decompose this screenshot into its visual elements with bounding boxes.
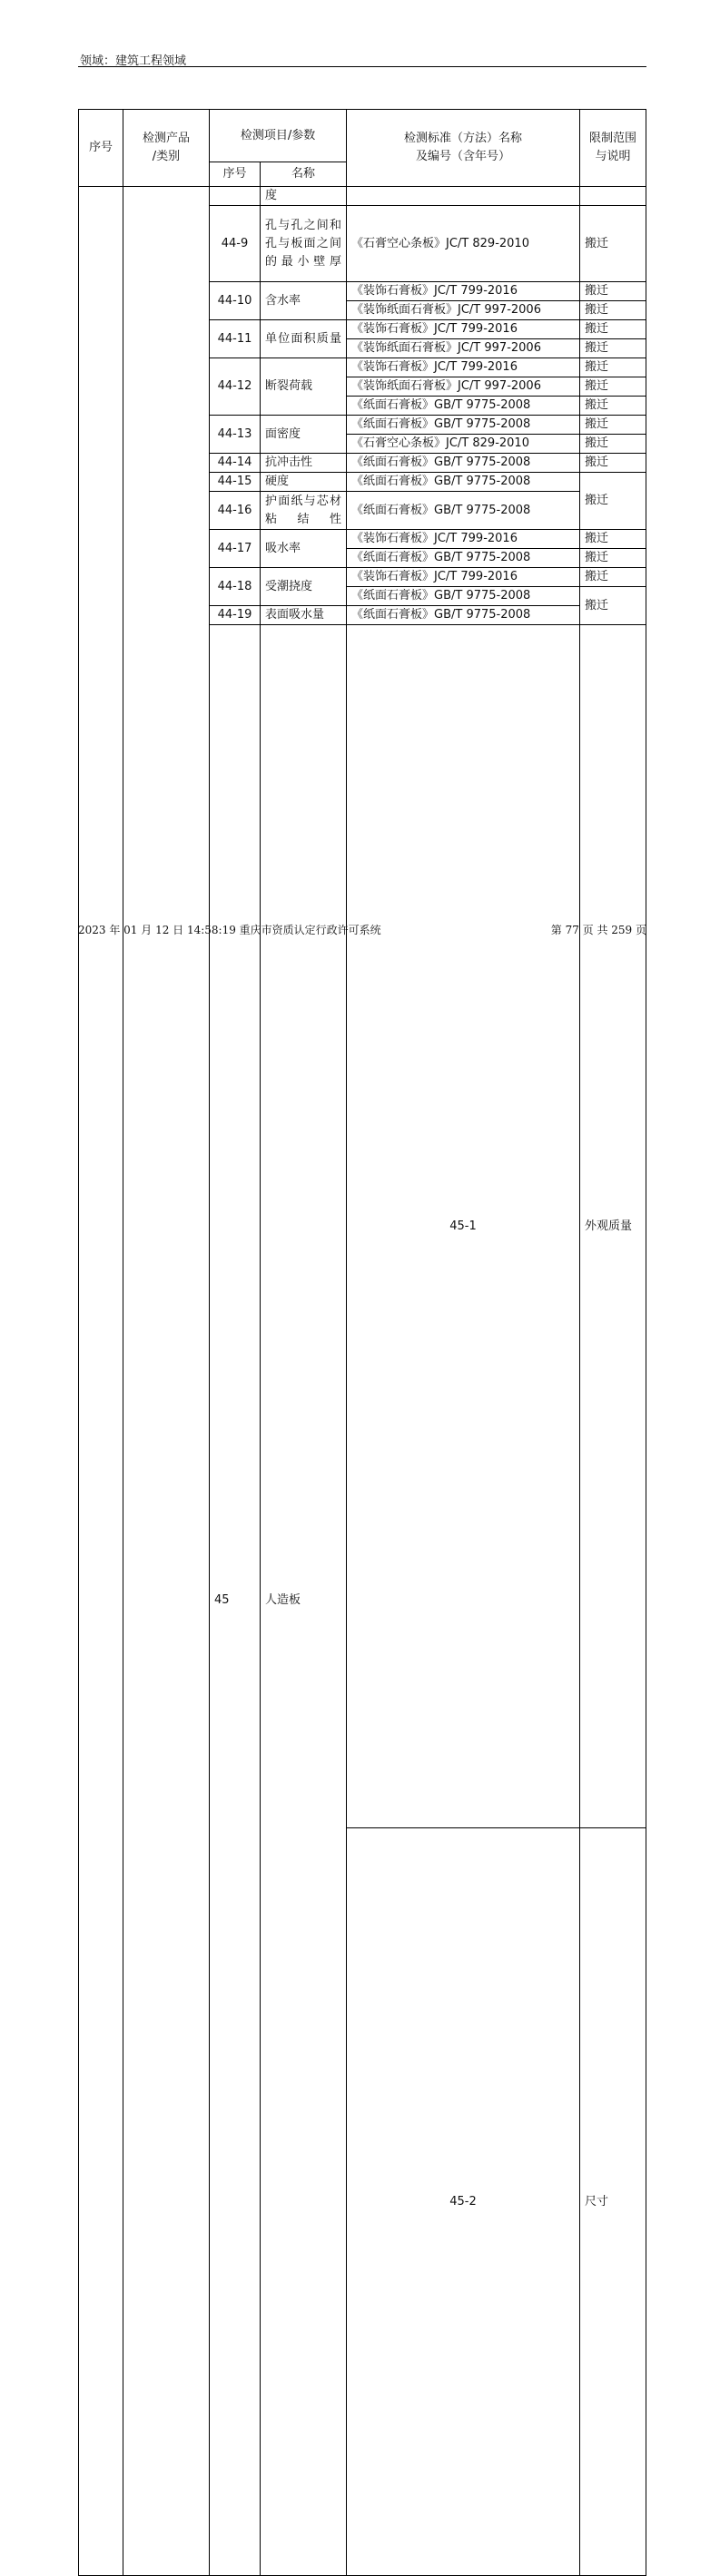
- item-id-cell: 44-12: [210, 358, 261, 416]
- item-name-cell: 表面吸水量: [261, 606, 347, 625]
- limit-cell: 搬迁: [580, 530, 646, 549]
- item-id-cell: 44-16: [210, 492, 261, 530]
- limit-cell: 搬迁: [580, 206, 646, 282]
- standard-cell: 《纸面石膏板》GB/T 9775-2008: [347, 473, 580, 492]
- limit-cell: 搬迁: [580, 282, 646, 301]
- group45-product-cell: 人造板: [261, 625, 347, 2576]
- limit-cell: 搬迁: [580, 549, 646, 568]
- item-id-cell: 44-18: [210, 568, 261, 606]
- item-id-cell: 44-10: [210, 282, 261, 320]
- table-cell: [347, 187, 580, 206]
- item-name-cell: 护面纸与芯材粘结性: [261, 492, 347, 530]
- standard-cell: 《装饰纸面石膏板》JC/T 997-2006: [347, 377, 580, 397]
- item-name-cell: 面密度: [261, 416, 347, 454]
- header-item-name: 名称: [261, 162, 347, 187]
- limit-cell: 搬迁: [580, 454, 646, 473]
- header-rule: [78, 66, 646, 67]
- item-name-cell: 受潮挠度: [261, 568, 347, 606]
- item-name-cell: 断裂荷载: [261, 358, 347, 416]
- group44-seq-cell: [79, 187, 123, 2576]
- standard-cell: 《纸面石膏板》GB/T 9775-2008: [347, 492, 580, 530]
- standard-cell: 《纸面石膏板》GB/T 9775-2008: [347, 549, 580, 568]
- limit-cell: 搬迁: [580, 358, 646, 377]
- item-id-cell: 44-15: [210, 473, 261, 492]
- limit-cell: 搬迁: [580, 397, 646, 416]
- footer-timestamp: 2023 年 01 月 12 日 14:58:19 重庆市资质认定行政许可系统: [78, 924, 381, 936]
- item-name-cell: 孔与孔之间和孔与板面之间的最小壁厚: [261, 206, 347, 282]
- table-cell: [210, 187, 261, 206]
- standard-cell: 《装饰石膏板》JC/T 799-2016: [347, 530, 580, 549]
- standard-cell: 《纸面石膏板》GB/T 9775-2008: [347, 454, 580, 473]
- item-name-cell: 尺寸: [580, 1828, 646, 2576]
- header-product: 检测产品 /类别: [123, 110, 210, 187]
- limit-cell: 搬迁: [580, 587, 646, 625]
- footer-page-number: 第 77 页 共 259 页: [550, 924, 646, 936]
- item-name-cell: 外观质量: [580, 625, 646, 1828]
- standard-cell: 《纸面石膏板》GB/T 9775-2008: [347, 416, 580, 435]
- standard-cell: 《装饰石膏板》JC/T 799-2016: [347, 320, 580, 339]
- item-id-cell: 44-14: [210, 454, 261, 473]
- header-limit: 限制范围 与说明: [580, 110, 646, 187]
- limit-cell: 搬迁: [580, 377, 646, 397]
- group45-seq-cell: 45: [210, 625, 261, 2576]
- standard-cell: 《纸面石膏板》GB/T 9775-2008: [347, 397, 580, 416]
- standard-cell: 《装饰石膏板》JC/T 799-2016: [347, 568, 580, 587]
- limit-cell: 搬迁: [580, 473, 646, 530]
- standard-cell: 《纸面石膏板》GB/T 9775-2008: [347, 606, 580, 625]
- item-name-cell: 度: [261, 187, 347, 206]
- inspection-table: [78, 109, 646, 2576]
- limit-cell: 搬迁: [580, 435, 646, 454]
- domain-header: 领域：建筑工程领域: [80, 54, 187, 68]
- item-id-cell: 44-19: [210, 606, 261, 625]
- table-cell: [580, 187, 646, 206]
- header-standard: 检测标准（方法）名称 及编号（含年号）: [347, 110, 580, 187]
- item-id-cell: 44-9: [210, 206, 261, 282]
- standard-cell: 《纸面石膏板》GB/T 9775-2008: [347, 587, 580, 606]
- item-name-cell: 抗冲击性: [261, 454, 347, 473]
- item-name-cell: 吸水率: [261, 530, 347, 568]
- standard-cell: 《装饰纸面石膏板》JC/T 997-2006: [347, 301, 580, 320]
- header-seq: 序号: [79, 110, 123, 187]
- header-item-group: 检测项目/参数: [210, 110, 347, 162]
- limit-cell: 搬迁: [580, 416, 646, 435]
- standard-cell: 《装饰石膏板》JC/T 799-2016: [347, 358, 580, 377]
- item-id-cell: 44-17: [210, 530, 261, 568]
- limit-cell: 搬迁: [580, 339, 646, 358]
- standard-cell: 《石膏空心条板》JC/T 829-2010: [347, 206, 580, 282]
- header-item-seq: 序号: [210, 162, 261, 187]
- limit-cell: 搬迁: [580, 301, 646, 320]
- item-id-cell: 45-1: [347, 625, 580, 1828]
- item-name-cell: 单位面积质量: [261, 320, 347, 358]
- standard-cell: 《石膏空心条板》JC/T 829-2010: [347, 435, 580, 454]
- item-id-cell: 44-11: [210, 320, 261, 358]
- item-id-cell: 44-13: [210, 416, 261, 454]
- item-name-cell: 含水率: [261, 282, 347, 320]
- standard-cell: 《装饰石膏板》JC/T 799-2016: [347, 282, 580, 301]
- item-name-cell: 硬度: [261, 473, 347, 492]
- limit-cell: 搬迁: [580, 320, 646, 339]
- limit-cell: 搬迁: [580, 568, 646, 587]
- standard-cell: 《装饰纸面石膏板》JC/T 997-2006: [347, 339, 580, 358]
- item-id-cell: 45-2: [347, 1828, 580, 2576]
- group44-product-cell: [123, 187, 210, 2576]
